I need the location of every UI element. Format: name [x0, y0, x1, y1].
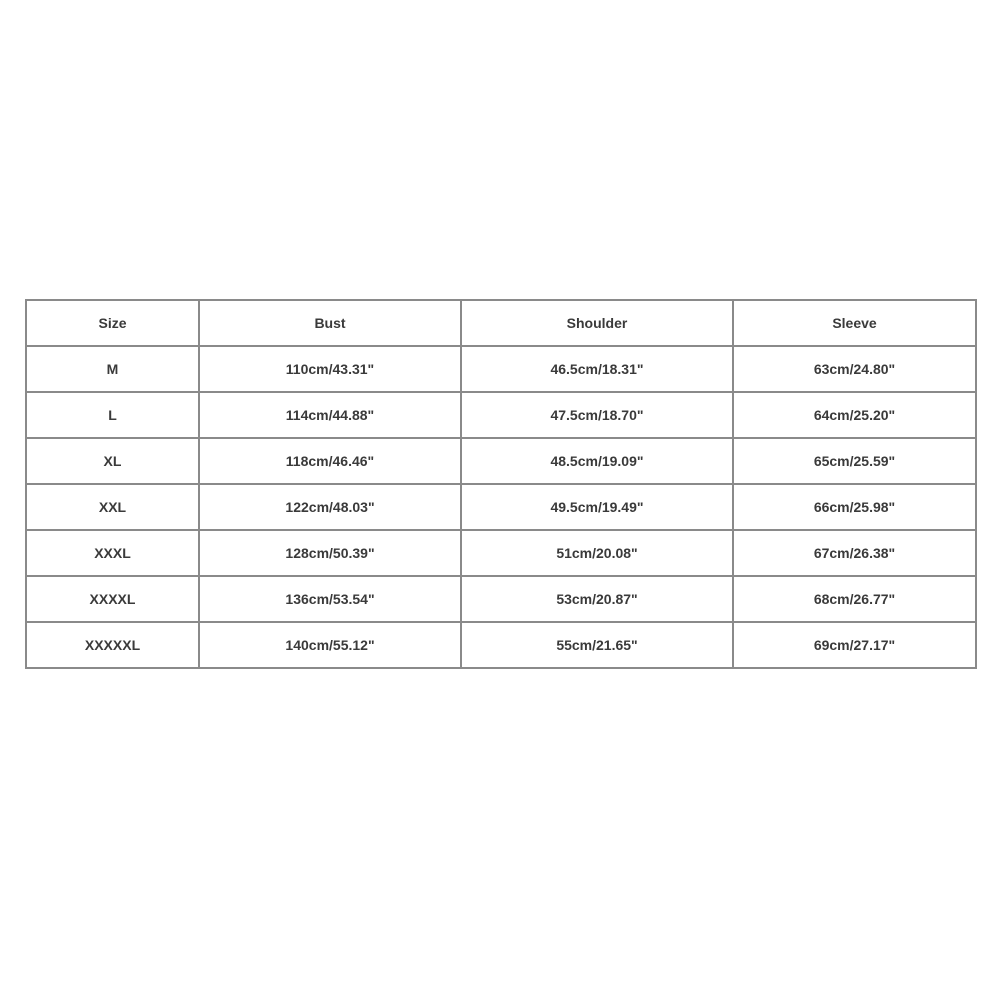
- shoulder-cell: 49.5cm/19.49": [461, 484, 733, 530]
- bust-cell: 122cm/48.03": [199, 484, 461, 530]
- table-row: [26, 530, 976, 576]
- size-cell: XXXXXL: [26, 622, 199, 668]
- size-cell: XXL: [26, 484, 199, 530]
- size-cell: XL: [26, 438, 199, 484]
- size-cell: XXXXL: [26, 576, 199, 622]
- size-chart-table: [25, 299, 977, 669]
- table-row: [26, 576, 976, 622]
- column-header-bust: Bust: [199, 300, 461, 346]
- table-row: [26, 484, 976, 530]
- table-row: [26, 392, 976, 438]
- table-row: [26, 438, 976, 484]
- header-row: [26, 300, 976, 346]
- column-header-shoulder: Shoulder: [461, 300, 733, 346]
- sleeve-cell: 65cm/25.59": [733, 438, 976, 484]
- bust-cell: 118cm/46.46": [199, 438, 461, 484]
- shoulder-cell: 48.5cm/19.09": [461, 438, 733, 484]
- column-header-size: Size: [26, 300, 199, 346]
- sleeve-cell: 63cm/24.80": [733, 346, 976, 392]
- sleeve-cell: 69cm/27.17": [733, 622, 976, 668]
- column-header-sleeve: Sleeve: [733, 300, 976, 346]
- bust-cell: 136cm/53.54": [199, 576, 461, 622]
- size-cell: M: [26, 346, 199, 392]
- sleeve-cell: 66cm/25.98": [733, 484, 976, 530]
- table-body: [26, 346, 976, 668]
- shoulder-cell: 51cm/20.08": [461, 530, 733, 576]
- table-row: [26, 622, 976, 668]
- table-row: [26, 346, 976, 392]
- shoulder-cell: 47.5cm/18.70": [461, 392, 733, 438]
- shoulder-cell: 46.5cm/18.31": [461, 346, 733, 392]
- sleeve-cell: 67cm/26.38": [733, 530, 976, 576]
- sleeve-cell: 64cm/25.20": [733, 392, 976, 438]
- bust-cell: 140cm/55.12": [199, 622, 461, 668]
- shoulder-cell: 55cm/21.65": [461, 622, 733, 668]
- bust-cell: 114cm/44.88": [199, 392, 461, 438]
- bust-cell: 110cm/43.31": [199, 346, 461, 392]
- size-cell: XXXL: [26, 530, 199, 576]
- shoulder-cell: 53cm/20.87": [461, 576, 733, 622]
- table-header: [26, 300, 976, 346]
- bust-cell: 128cm/50.39": [199, 530, 461, 576]
- size-cell: L: [26, 392, 199, 438]
- sleeve-cell: 68cm/26.77": [733, 576, 976, 622]
